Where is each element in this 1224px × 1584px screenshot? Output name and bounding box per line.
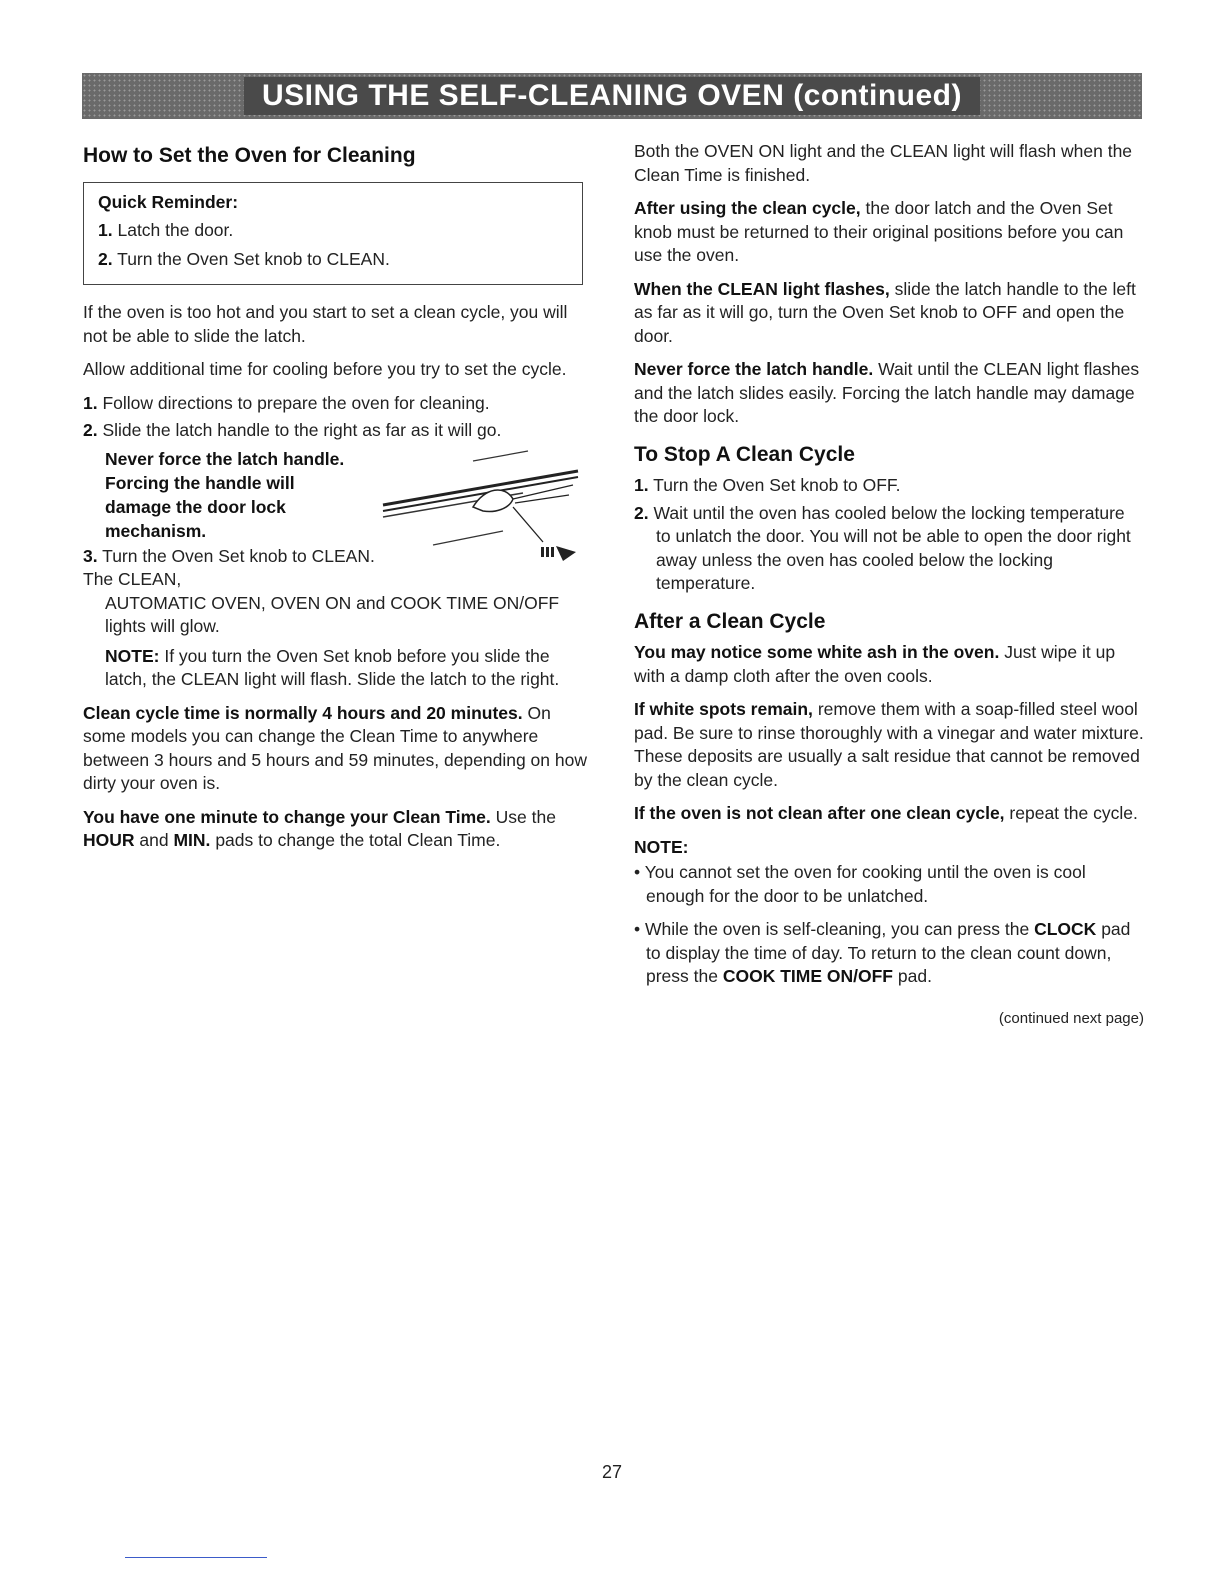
note-label: NOTE: bbox=[634, 836, 689, 857]
stop-steps-list bbox=[634, 474, 1144, 596]
reminder-item: 2. Turn the Oven Set knob to CLEAN. bbox=[98, 248, 390, 269]
section-banner bbox=[82, 73, 1142, 119]
latch-warning: Never force the latch handle. Forcing the handle will damage the door lock mechanism. bbox=[105, 448, 345, 541]
note-paragraph: NOTE: If you turn the Oven Set knob before you slide the latch, the CLEAN light will flash. Slide the latch to the right. bbox=[105, 645, 560, 689]
left-column bbox=[83, 140, 593, 863]
reminder-title: Quick Reminder: bbox=[98, 191, 239, 212]
quick-reminder-box bbox=[83, 182, 583, 286]
note-bullet: • You cannot set the oven for cooking until the oven is cool enough for the door to be unlatched. bbox=[634, 862, 1086, 906]
step-item: 2. Slide the latch handle to the right as far as it will go. bbox=[83, 420, 502, 440]
latch-figure bbox=[83, 447, 593, 545]
footer-rule bbox=[125, 1557, 267, 1558]
latch-handle-illustration bbox=[373, 447, 583, 567]
after-cycle-heading: After a Clean Cycle bbox=[634, 609, 826, 633]
set-steps-list bbox=[83, 392, 593, 443]
step-item: 2. Wait until the oven has cooled below the locking temperature to unlatch the door. You will not be able to open the door right away unless the oven has cooled below the locking temperature. bbox=[634, 502, 1131, 593]
change-time-paragraph: You have one minute to change your Clean Time. Use the HOUR and MIN. pads to change the total Clean Time. bbox=[83, 806, 556, 850]
ash-paragraph: You may notice some white ash in the oven. Just wipe it up with a damp cloth after the oven cools. bbox=[634, 642, 1116, 686]
not-clean-paragraph: If the oven is not clean after one clean cycle, repeat the cycle. bbox=[634, 803, 1138, 823]
reminder-item: 1. Latch the door. bbox=[98, 220, 234, 240]
continued-note: (continued next page) bbox=[998, 1009, 1144, 1027]
when-flashes-paragraph: When the CLEAN light flashes, slide the latch handle to the left as far as it will go, turn the Oven Set knob to OFF and open the door. bbox=[634, 278, 1136, 346]
never-force-paragraph: Never force the latch handle. Wait until the CLEAN light flashes and the latch slides easily. Forcing the latch handle may damage the door lock. bbox=[634, 359, 1140, 426]
step-item: 1. Follow directions to prepare the oven for cleaning. bbox=[83, 392, 490, 413]
flash-paragraph: Both the OVEN ON light and the CLEAN light will flash when the Clean Time is finished. bbox=[634, 141, 1133, 185]
too-hot-paragraph: If the oven is too hot and you start to set a clean cycle, you will not be able to slide the latch. bbox=[83, 302, 568, 346]
set-oven-heading: How to Set the Oven for Cleaning bbox=[83, 144, 416, 167]
right-column bbox=[634, 140, 1144, 1030]
section-title: USING THE SELF-CLEANING OVEN (continued) bbox=[244, 77, 980, 115]
spots-paragraph: If white spots remain, remove them with a soap-filled steel wool pad. Be sure to rinse thoroughly with a vinegar and water mixture. These deposits are usually a salt residue that cannot be removed by the clean cycle. bbox=[634, 699, 1144, 790]
page-number: 27 bbox=[601, 1462, 623, 1482]
step-3: 3. Turn the Oven Set knob to CLEAN. The CLEAN, bbox=[83, 545, 375, 589]
step-3-continued: AUTOMATIC OVEN, OVEN ON and COOK TIME ON/OFF lights will glow. bbox=[105, 592, 560, 636]
stop-cycle-heading: To Stop A Clean Cycle bbox=[634, 442, 855, 466]
clean-time-paragraph: Clean cycle time is normally 4 hours and 20 minutes. On some models you can change the Clean Time to anywhere between 3 hours and 5 hours and 59 minutes, depending on how dirty your oven is. bbox=[83, 702, 587, 793]
note-bullet: • While the oven is self-cleaning, you can press the CLOCK pad to display the time of day. To return to the clean count down, press the COOK TIME ON/OFF pad. bbox=[634, 919, 1131, 986]
step-item: 1. Turn the Oven Set knob to OFF. bbox=[634, 475, 901, 495]
cooling-paragraph: Allow additional time for cooling before you try to set the cycle. bbox=[83, 359, 567, 379]
after-using-paragraph: After using the clean cycle, the door latch and the Oven Set knob must be returned to their original positions before you can use the oven. bbox=[634, 198, 1124, 265]
